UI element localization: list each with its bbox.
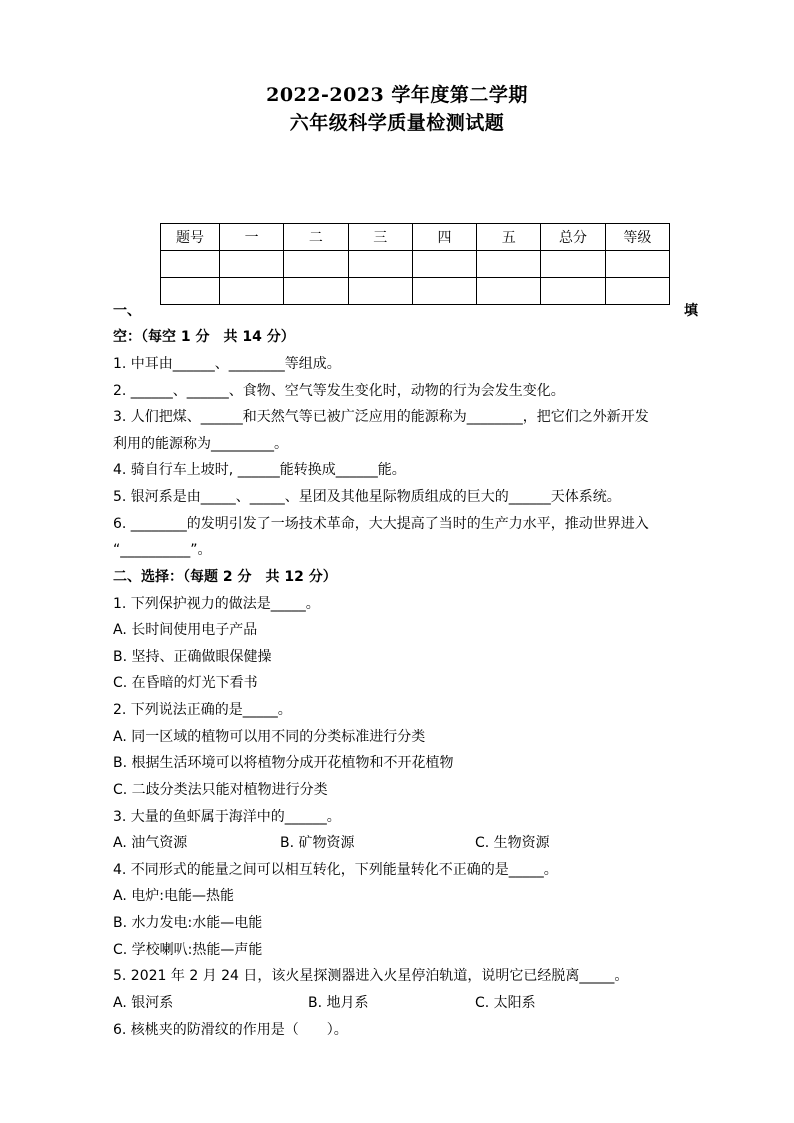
score-header-cell: 二 — [284, 224, 348, 251]
choice-4-option-c: C. 学校喇叭:热能—声能 — [113, 942, 263, 958]
score-header-cell: 三 — [348, 224, 412, 251]
choice-question-1: 1. 下列保护视力的做法是_____。 — [113, 596, 320, 612]
score-cell[interactable] — [220, 251, 284, 278]
choice-question-2: 2. 下列说法正确的是_____。 — [113, 702, 292, 718]
choice-question-3: 3. 大量的鱼虾属于海洋中的______。 — [113, 809, 341, 825]
score-cell[interactable] — [284, 251, 348, 278]
score-cell[interactable] — [605, 278, 669, 305]
score-cell[interactable] — [477, 278, 541, 305]
fill-question-3-line2: 利用的能源称为_________。 — [113, 436, 288, 452]
choice-question-5: 5. 2021 年 2 月 24 日，该火星探测器进入火星停泊轨道，说明它已经脱离_____。 — [113, 968, 629, 984]
choice-3-option-b: B. 矿物资源 — [280, 835, 355, 851]
score-header-cell: 题号 — [161, 224, 220, 251]
score-cell[interactable] — [161, 278, 220, 305]
score-header-cell: 等级 — [605, 224, 669, 251]
exam-title-line1: 2022-2023 学年度第二学期 — [266, 84, 528, 106]
fill-question-4: 4. 骑自行车上坡时, ______能转换成______能。 — [113, 462, 406, 478]
score-table-header-row — [161, 224, 670, 251]
score-cell[interactable] — [412, 251, 476, 278]
choice-1-option-c: C. 在昏暗的灯光下看书 — [113, 675, 258, 691]
section1-heading: 空：（每空 1 分 共 14 分） — [113, 329, 295, 345]
fill-question-6-line1: 6. ________的发明引发了一场技术革命，大大提高了当时的生产力水平，推动世界进入 — [113, 516, 649, 532]
score-table-row — [161, 278, 670, 305]
score-header-cell: 一 — [220, 224, 284, 251]
choice-question-4: 4. 不同形式的能量之间可以相互转化，下列能量转化不正确的是_____。 — [113, 862, 558, 878]
section1-heading-tail: 填 — [684, 303, 698, 319]
choice-5-option-a: A. 银河系 — [113, 995, 174, 1011]
choice-2-option-a: A. 同一区域的植物可以用不同的分类标准进行分类 — [113, 729, 426, 745]
score-cell[interactable] — [412, 278, 476, 305]
choice-3-option-a: A. 油气资源 — [113, 835, 188, 851]
score-header-cell: 五 — [477, 224, 541, 251]
score-cell[interactable] — [541, 278, 605, 305]
section2-heading: 二、选择：（每题 2 分 共 12 分） — [113, 569, 337, 585]
score-cell[interactable] — [161, 251, 220, 278]
choice-1-option-a: A. 长时间使用电子产品 — [113, 622, 258, 638]
choice-1-option-b: B. 坚持、正确做眼保健操 — [113, 649, 272, 665]
fill-question-2: 2. ______、______、食物、空气等发生变化时，动物的行为会发生变化。 — [113, 383, 565, 399]
score-cell[interactable] — [605, 251, 669, 278]
score-cell[interactable] — [348, 251, 412, 278]
score-header-cell: 总分 — [541, 224, 605, 251]
score-header-cell: 四 — [412, 224, 476, 251]
choice-5-option-b: B. 地月系 — [308, 995, 369, 1011]
score-table — [160, 223, 670, 305]
score-cell[interactable] — [477, 251, 541, 278]
choice-2-option-b: B. 根据生活环境可以将植物分成开花植物和不开花植物 — [113, 755, 454, 771]
score-cell[interactable] — [220, 278, 284, 305]
choice-4-option-a: A. 电炉:电能—热能 — [113, 888, 234, 904]
choice-5-option-c: C. 太阳系 — [475, 995, 536, 1011]
choice-2-option-c: C. 二歧分类法只能对植物进行分类 — [113, 782, 328, 798]
section1-heading-number: 一、 — [113, 303, 141, 319]
fill-question-5: 5. 银河系是由_____、_____、星团及其他星际物质组成的巨大的______天体系统。 — [113, 489, 621, 505]
score-cell[interactable] — [348, 278, 412, 305]
score-table-row — [161, 251, 670, 278]
fill-question-1: 1. 中耳由______、________等组成。 — [113, 356, 341, 372]
choice-3-option-c: C. 生物资源 — [475, 835, 550, 851]
choice-question-6: 6. 核桃夹的防滑纹的作用是（ ）。 — [113, 1022, 348, 1038]
choice-4-option-b: B. 水力发电:水能—电能 — [113, 915, 263, 931]
fill-question-3-line1: 3. 人们把煤、______和天然气等已被广泛应用的能源称为________，把它们之外新开发 — [113, 409, 649, 425]
score-cell[interactable] — [541, 251, 605, 278]
fill-question-6-line2: “__________”。 — [113, 542, 212, 558]
score-cell[interactable] — [284, 278, 348, 305]
exam-title-line2: 六年级科学质量检测试题 — [289, 112, 505, 134]
